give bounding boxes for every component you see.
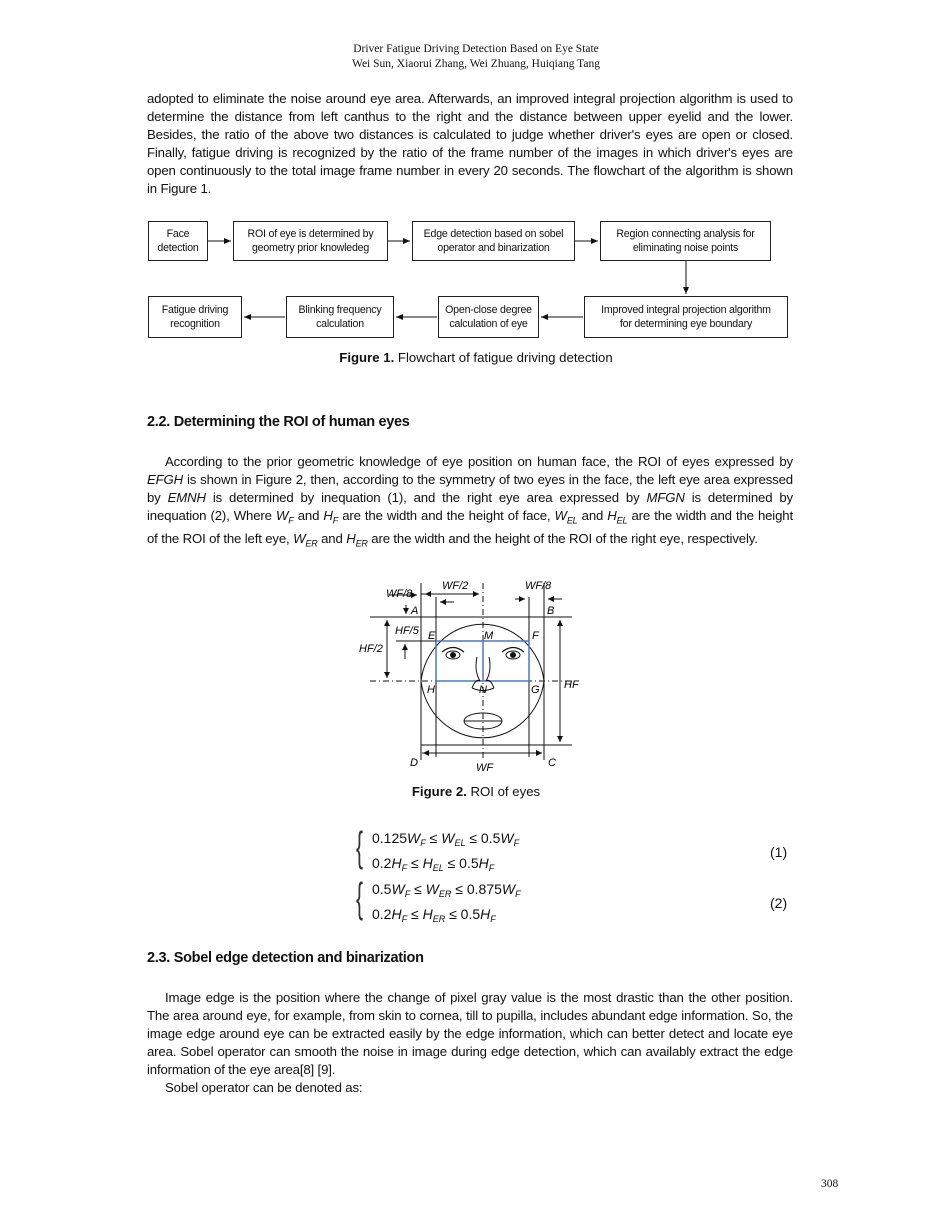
paper-authors: Wei Sun, Xiaorui Zhang, Wei Zhuang, Huiqiang Tang xyxy=(352,58,600,70)
label-g: G xyxy=(531,684,540,696)
flow-step-region-connecting: Region connecting analysis for eliminating noise points xyxy=(600,221,771,261)
figure-2-roi-diagram xyxy=(350,575,590,780)
label-hf2: HF/2 xyxy=(359,643,383,655)
label-f: F xyxy=(532,630,539,642)
label-c: C xyxy=(548,757,556,769)
intro-paragraph: adopted to eliminate the noise around eye area. Afterwards, an improved integral projection algorithm is used to determine the distance from left canthus to the right and the distance between upper eyelid and the lower. Besides, the ratio of the above two distances is calculated to judge whether driver's eyes are open or closed. Finally, fatigue driving is recognized by the ratio of the frame number of the images in which driver's eyes are open continuously to the total image frame number in every 20 seconds. The flowchart of the algorithm is shown in Figure 1. xyxy=(147,91,793,196)
label-m: M xyxy=(484,630,494,642)
section-2-3-heading: 2.3. Sobel edge detection and binarization xyxy=(147,950,424,966)
label-wf2: WF/2 xyxy=(442,580,469,592)
equation-1-number: (1) xyxy=(770,844,788,860)
label-b: B xyxy=(547,605,555,617)
left-brace-icon: { xyxy=(356,874,364,921)
label-wf8-right: WF/8 xyxy=(525,580,552,592)
paper-title: Driver Fatigue Driving Detection Based on Eye State xyxy=(353,43,599,55)
flow-step-face-detection: Face detection xyxy=(148,221,208,261)
left-brace-icon: { xyxy=(356,823,364,870)
label-h: H xyxy=(427,684,435,696)
label-hf: HF xyxy=(564,679,579,691)
equation-2: { $0.5W_F \le W_{ER} \le 0.875W_F$ $0.2H_F \le H_{ER} \le 0.5H_F$ xyxy=(356,874,521,924)
flow-step-integral-projection: Improved integral projection algorithm for determining eye boundary xyxy=(584,296,788,338)
page-number: 308 xyxy=(821,1178,839,1190)
label-hf5: HF/5 xyxy=(395,625,419,637)
figure-2-caption: Figure 2. ROI of eyes xyxy=(411,784,541,799)
section-2-2-heading: 2.2. Determining the ROI of human eyes xyxy=(147,414,410,430)
label-e: E xyxy=(428,630,436,642)
label-a: A xyxy=(411,605,419,617)
section-2-3-paragraph: Image edge is the position where the change of pixel gray value is the most drastic than the other position. The area around eye, for example, from skin to cornea, till to pupilla, includes abundant edge information. So, the image edge around eye can be extracted easily by the edge information, which can better detect and locate eye area. Sobel operator can smooth the noise in image during edge detection, which can availably extract the edge information of the eye area[8] [9]. Sobel operator can be denoted as: xyxy=(147,990,793,1095)
label-n: N xyxy=(479,684,487,696)
equation-1: { $0.125W_F \le W_{EL} \le 0.5W_F$ $0.2H_F \le H_{EL} \le 0.5H_F$ xyxy=(356,823,520,873)
label-wf8-left: WF/8 xyxy=(386,588,413,600)
section-2-2-paragraph: According to the prior geometric knowledge of eye position on human face, the ROI of eyes expressed by EFGH is shown in Figure 2, then, according to the symmetry of two eyes in the face, the left eye area expressed by EMNH is determined by inequation (1), and the right eye area expressed by MFGN is determined by inequation (2), Where $W_F$ and $H_F$ are the width and the height of face, $W_{EL}$ and $H_{EL}$ are the width and the height of the ROI of the left eye, $W_{ER}$ and $H_{ER}$ are the width and the height of the ROI of the right eye, respectively. xyxy=(147,454,793,549)
flow-step-roi-geometry: ROI of eye is determined by geometry prior knowledeg xyxy=(233,221,388,261)
label-wf: WF xyxy=(476,762,494,774)
flow-step-open-close-degree: Open-close degree calculation of eye xyxy=(438,296,539,338)
flow-step-blinking-frequency: Blinking frequency calculation xyxy=(286,296,394,338)
figure-1-caption: Figure 1. Flowchart of fatigue driving detection xyxy=(339,350,613,365)
flow-step-edge-detection: Edge detection based on sobel operator and binarization xyxy=(412,221,575,261)
label-d: D xyxy=(410,757,418,769)
flow-step-fatigue-recognition: Fatigue driving recognition xyxy=(148,296,242,338)
equation-2-number: (2) xyxy=(770,895,788,911)
